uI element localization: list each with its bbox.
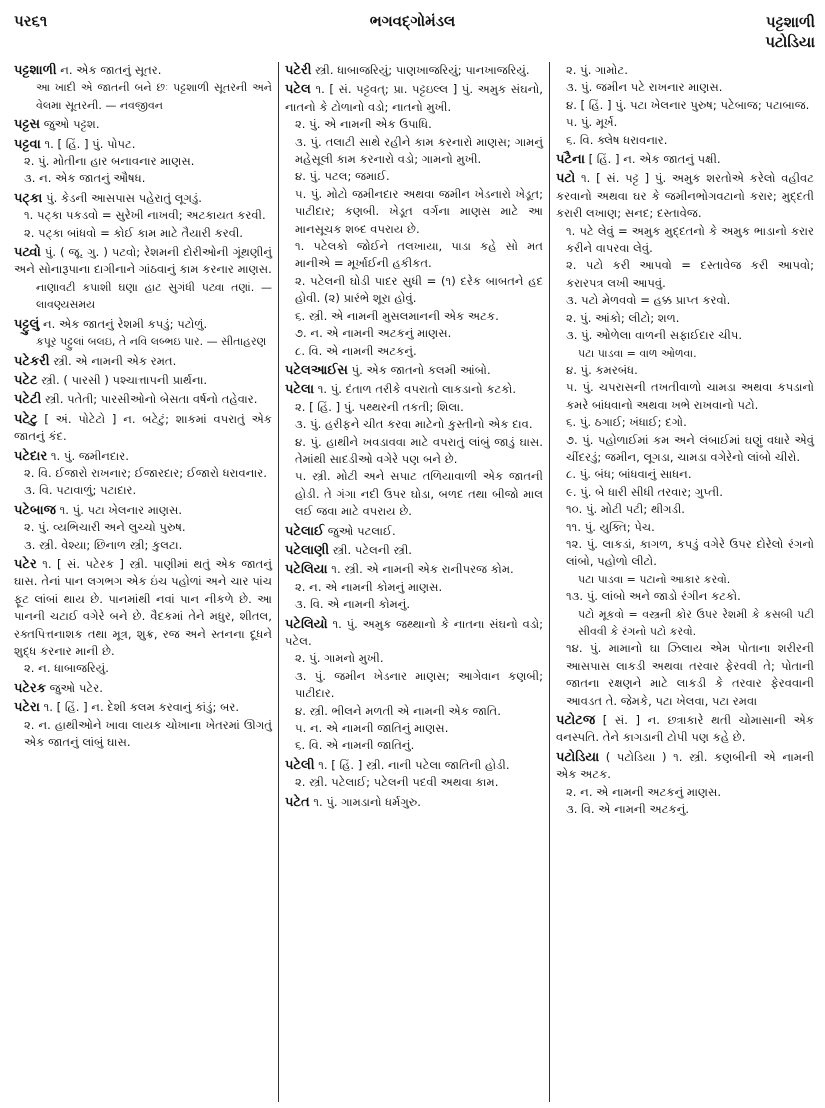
- dictionary-entry: [14, 353, 272, 370]
- sub-definition: ૩. પું. જમીન પટે રાખનાર માણસ.: [566, 80, 723, 95]
- headword: પટેલાણી: [285, 542, 330, 558]
- definition: જુઓ પટ્ટશ.: [43, 117, 100, 132]
- sub-definition: ૧૨. પું. લાકડાં, કાગળ, કપડું વગેરે ઉપર દોરેલો રંગનો લાંબો, પહોળો લીટો.: [566, 536, 814, 569]
- sub-definition: પટા પાડવા = પટાનો આકાર કરવો.: [578, 572, 731, 586]
- definition: [ અં. પોટેટો ] ન. બટેટું; શાકમાં વપરાતું એક જાતનું કંદ.: [14, 411, 272, 444]
- definition: ૧. પું. દંતાળ તરીકે વપરાતો લાકડાનો કટકો.: [317, 382, 517, 397]
- sub-definition: ૨. ન. ધાબાજરિયું.: [24, 661, 109, 676]
- headword: પટેરક: [14, 680, 46, 696]
- sub-definition: કપૂર પટ્ટુલાં બલઇ, તે નવિ લબ્ભઇ પાર. — સીતાહરણ: [36, 335, 267, 349]
- sub-definition: ૨. પું. એ નામની એક ઉપાધિ.: [295, 117, 432, 132]
- sub-definition: ૨. પટો કરી આપવો = દસ્તાવેજ કરી આપવો; કરારપત્ર લખી આપવું.: [566, 258, 814, 290]
- dictionary-entry: [14, 699, 272, 751]
- sub-definition: ૨. [ હિં. ] પું. પથ્થરની તકતી; શિલા.: [295, 399, 464, 414]
- sub-definition: ૨. પટેલની ઘોડી પાદર સુધી = (૧) દરેક બાબતને હદ હોવી. (૨) પ્રારંભે શૂરા હોવું.: [295, 273, 543, 306]
- sub-definition: પટા પાડવા = વાળ ઓળવા.: [578, 346, 697, 360]
- definition: ૧. [ સં. પટ્ટવત્; પ્રા. પટ્ટઇલ્લ ] પું. અમુક સંઘનો, નાતનો કે ટોળાનો વડો; નાતનો મુખી.: [285, 82, 543, 114]
- headword: પટેર: [14, 556, 37, 572]
- headword: પટો: [556, 171, 576, 187]
- dictionary-entry: [285, 523, 543, 540]
- dictionary-entry: [14, 62, 272, 114]
- headword: પટેટી: [14, 392, 42, 408]
- headword: પટેબાજ: [14, 502, 56, 518]
- headword: પટોટજ: [556, 713, 596, 729]
- sub-definition: ૩. વિ. એ નામની કોમનું.: [295, 597, 411, 612]
- sub-definition: નાણાવટી કપાશી ઘણા હાટ સુગંધી પટ્વા તણાં. — લાવણ્યસમય: [36, 280, 272, 312]
- headword: પટ્કા: [14, 190, 43, 206]
- definition: સ્ત્રી. પટેલની સ્ત્રી.: [332, 542, 412, 557]
- dictionary-entry: [14, 556, 272, 678]
- dictionary-entry: [14, 316, 272, 351]
- sub-definition: ૧૪. પું. મામાનો ઘા ઝિલાય એમ પોતાના શરીરની આસપાસ લાકડી અથવા તરવાર ફેરવવી તે; પોતાની જાતના રક્ષણને માટે લાકડી કે તરવાર ફેરવવાની આવડત તે. જેમકે, પટા ખેલવા, પટા રમવા: [566, 641, 814, 708]
- sub-definition: ૩. વિ. એ નામની અટકનું.: [566, 802, 690, 817]
- dictionary-entry: [556, 62, 814, 149]
- definition: પું. એક જાતનો કલમી આંબો.: [351, 362, 491, 377]
- sub-definition: ૩. પું. તલાટી સાથે રહીને કામ કરનારો માણસ; ગામનું મહેસૂલી કામ કરનારો વડો; ગામનો મુખી.: [295, 134, 543, 167]
- sub-definition: ૩. પું. જમીન ખેડનાર માણસ; આગેવાન કણબી; પાટીદાર.: [295, 668, 543, 701]
- dictionary-entry: [285, 81, 543, 360]
- headword: પટ્ટસ: [14, 117, 41, 133]
- definition: ૧. [ હિં. ] સ્ત્રી. નાની પટેલા જાતિની હોડી.: [318, 757, 510, 772]
- page-number: પર૬૧: [14, 12, 48, 30]
- sub-definition: ૨. ન. એ નામની કોમનું માણસ.: [295, 579, 443, 594]
- sub-definition: પટો મૂકવો = વસ્ત્રની કોર ઉપર રેશમી કે કસબી પટી સીવવી કે રંગનો પટો કરવો.: [578, 607, 814, 638]
- dictionary-entry: [14, 244, 272, 314]
- headword: પટેલ: [285, 82, 311, 98]
- headword: પટેરા: [14, 700, 40, 716]
- sub-definition: ૪. પું. કમરબંધ.: [566, 362, 638, 377]
- sub-definition: ૫. ન. એ નામની જાતિનું માણસ.: [295, 721, 449, 736]
- sub-definition: ૫. સ્ત્રી. મોટી અને સપાટ તળિયાવાળી એક જાતની હોડી. તે ગંગા નદી ઉપર ઘોડા, બળદ તથા બીજો માલ લઈ જવા માટે વપરાય છે.: [295, 469, 543, 519]
- sub-definition: ૪. સ્ત્રી. ભીલને મળતી એ નામની એક જાતિ.: [295, 703, 501, 718]
- dictionary-entry: [14, 391, 272, 408]
- sub-definition: ૫. પું. મૂર્ખ.: [566, 115, 618, 130]
- definition: ૧. [ હિં. ] પું. પોપટ.: [44, 136, 136, 151]
- sub-definition: ૨. પું. મોતીના હાર બનાવનાર માણસ.: [24, 154, 195, 169]
- dictionary-entry: [285, 757, 543, 792]
- sub-definition: ૬. વિ. એ નામની જાતિનું.: [295, 738, 415, 753]
- sub-definition: ૪. પું. હાથીને ખવડાવવા માટે વપરાતું લાંબું જાડું ઘાસ. તેમાંથી સાદડીઓ વગેરે પણ બને છે.: [295, 434, 543, 466]
- sub-definition: ૧. પટે લેવું = અમુક મુદ્દતનો કે અમુક ભાડાનો કરાર કરીને વાપરવા લેવું.: [566, 223, 814, 256]
- definition: સ્ત્રી. ધાબાજરિયું; પાણખાજરિયું; પાનખાજરિયું.: [315, 63, 530, 77]
- headword: પટેલાઈ: [285, 523, 325, 539]
- dictionary-entry: [14, 502, 272, 554]
- headword: પટેરી: [285, 63, 312, 78]
- sub-definition: ૨. ન. એ નામની અટકનું માણસ.: [566, 784, 722, 799]
- dictionary-entry: [556, 170, 814, 710]
- dictionary-entry: [285, 794, 543, 811]
- dictionary-entry: [285, 381, 543, 520]
- sub-definition: આ ખાદી એ જાતની બને છઃ પટ્ટશાળી સૂતરની અને વેલમા સૂતરની. — નવજીવન: [36, 81, 272, 112]
- definition: ૧. પું. ગામડાનો ધર્મગુરુ.: [313, 794, 421, 809]
- dictionary-entry: [14, 448, 272, 500]
- sub-definition: ૩. વિ. પટાવાળું; પટાદાર.: [24, 483, 137, 498]
- sub-definition: ૨. પટ્કા બાંધવો = કોઈ કામ માટે તૈયારી કરવી.: [24, 225, 243, 240]
- definition: ૧. [ સં. પટ્ટ ] પું. અમુક શરતોએ કરેલો વહીવટ કરવાનો અથવા ઘર કે જમીનભોગવટાનો કરાર; મુદ્દતી કરારી લખાણ; સનદ; દસ્તાવેજ.: [556, 171, 815, 221]
- dictionary-columns: [8, 62, 820, 1102]
- guide-words: [765, 12, 815, 52]
- dictionary-entry: [556, 151, 814, 168]
- headword: પટોડિયા: [556, 749, 600, 765]
- sub-definition: ૨. પું. ગામોટ.: [566, 63, 628, 77]
- definition: જુઓ પટલાઈ.: [327, 523, 396, 538]
- sub-definition: ૧૦. પું. મોટી પટી; થીગડી.: [566, 502, 685, 517]
- sub-definition: ૩. પું. ઓળેલા વાળની સફાઈદાર ચીપ.: [566, 328, 743, 343]
- sub-definition: ૮. વિ. એ નામની અટકનું.: [295, 343, 417, 358]
- sub-definition: ૩. પું. હરીફને ચીત કરવા માટેનો કુસ્તીનો એક દાવ.: [295, 417, 533, 432]
- dictionary-entry: [14, 372, 272, 389]
- definition: [ સં. ] ન. છત્રાકારે થતી ચોમાસાની એક વનસ્પતિ. તેને કાગડાની ટોપી પણ કહે છે.: [556, 713, 815, 745]
- sub-definition: ૧૩. પું. લાંબો અને જાડો રંગીન કટકો.: [566, 589, 741, 604]
- definition: સ્ત્રી. ( પારસી ) પશ્ચાત્તાપની પ્રાર્થના.: [41, 372, 208, 387]
- headword: પટેલી: [285, 757, 315, 773]
- sub-definition: ૩. સ્ત્રી. વેશ્યા; છિનાળ સ્ત્રી; કુલટા.: [24, 537, 183, 552]
- dictionary-entry: [14, 136, 272, 188]
- dictionary-entry: [14, 190, 272, 242]
- definition: ( પટોડિયા ) ૧. સ્ત્રી. કણબીની એ નામની એક અટક.: [556, 749, 814, 782]
- sub-definition: ૫. પું. મોટો જમીનદાર અથવા જમીન ખેડનારો ખેડૂત; પાટીદાર; કણબી. ખેડૂત વર્ગના માણસ માટે આ માનસૂચક શબ્દ વપરાય છે.: [295, 186, 543, 236]
- headword: પટ્ટુલું: [14, 316, 40, 332]
- definition: [ હિં. ] ન. એક જાતનું પક્ષી.: [588, 152, 721, 167]
- guide-word-first: પટ્ટશાળી: [765, 13, 815, 31]
- headword: પટેલા: [285, 382, 315, 398]
- sub-definition: ૫. પું. ચપરાસની તખતીવાળો ચામડા અથવા કપડાનો કમરે બાંધવાનો અથવા ખભે રાખવાનો પટો.: [566, 380, 814, 412]
- headword: પટેલિયા: [285, 562, 328, 578]
- dictionary-entry: [285, 362, 543, 379]
- definition: ૧. પું. પટા ખેલનાર માણસ.: [59, 502, 183, 517]
- headword: પટેટ: [14, 372, 38, 388]
- dictionary-entry: [556, 749, 814, 819]
- sub-definition: ૨. પું. વ્યભિચારી અને લુચ્ચો પુરુષ.: [24, 520, 186, 535]
- sub-definition: ૨. પું. આંકો; લીટો; શળ.: [566, 310, 680, 325]
- definition: ૧. પું. અમુક જથ્થાનો કે નાતના સંઘનો વડો; પટેલ.: [285, 616, 543, 648]
- book-title: ભગવદ્ગોમંડલ: [369, 12, 456, 30]
- definition: ૧. પું. જમીનદાર.: [50, 448, 129, 463]
- dictionary-entry: [285, 616, 543, 755]
- sub-definition: ૨. વિ. ઈજારો રાખનાર; ઈજારદાર; ઈજારો ધરાવનાર.: [24, 465, 267, 480]
- sub-definition: ૧. પટેલકો જોઈને તલખાયા, પાડા કહે સો મત માનીએ = મૂર્ખાઈની હકીકત.: [295, 239, 543, 271]
- guide-word-last: પટોડિયા: [765, 33, 815, 51]
- sub-definition: ૯. પું. બે ધારી સીધી તરવાર; ગુપ્તી.: [566, 484, 723, 499]
- sub-definition: ૧. પટ્કા પકડવો = સુરેખી નાખવી; અટકાયત કરવી.: [24, 208, 266, 223]
- sub-definition: ૨. ન. હાથીઓને ખાવા લાયક ચોખાના ખેતરમાં ઊગતું એક જાતનું લાંબું ઘાસ.: [24, 717, 272, 750]
- headword: પટ્ટશાળી: [14, 63, 57, 78]
- definition: ન. એક જાતનું સૂતર.: [60, 63, 162, 77]
- headword: પટેદાર: [14, 448, 48, 464]
- dictionary-entry: [14, 680, 272, 697]
- definition: ૧. [ સં. પટેરક ] સ્ત્રી. પાણીમાં થતું એક જાતનું ઘાસ. તેનાં પાન લગભગ એક ઇંચ પહોળાં અને ચાર પાંચ ફૂટ લાંબાં થાય છે. પાનમાંથી નવાં પાન નીકળે છે. આ પાનની ચટાઈ વગેરે બને છે. વૈદકમાં તેને મધુર, શીતલ, રક્તપિત્તનાશક તથા મૂત્ર, શુક્ર, રજ અને સ્તનના દૂધને શુદ્ધ કરનાર માની છે.: [14, 556, 273, 658]
- definition: ૧. સ્ત્રી. એ નામની એક રાનીપરજ કોમ.: [331, 562, 514, 577]
- headword: પટેલઆઈસ: [285, 362, 348, 378]
- headword: પટેકરી: [14, 353, 50, 369]
- headword: પટેલિયો: [285, 616, 328, 632]
- sub-definition: ૪. [ હિં. ] પું. પટા ખેલનાર પુરુષ; પટેબાજ; પટાબાજ.: [566, 97, 810, 112]
- dictionary-entry: [556, 712, 814, 747]
- sub-definition: ૭. પું. પહોળાઈમાં કમ અને લંબાઈમાં ઘણું વધારે એવું ચીંદરડું; જમીન, લૂગડા, ચામડા વગેરેનો લાંબો ચીરો.: [566, 432, 814, 464]
- page-header: [0, 8, 825, 56]
- definition: ૧. [ હિં. ] ન. દેશી કલમ કરવાનું કાંડું; બર.: [43, 700, 240, 715]
- column-2: [278, 62, 549, 1102]
- headword: પટૈના: [556, 152, 585, 168]
- dictionary-entry: [14, 411, 272, 446]
- sub-definition: ૭. ન. એ નામની અટકનું માણસ.: [295, 326, 452, 341]
- headword: પટ્વો: [14, 245, 41, 261]
- sub-definition: ૬. વિ. ક્લેષ ધરાવનાર.: [566, 132, 668, 147]
- sub-definition: ૬. સ્ત્રી. એ નામની મુસલમાનની એક અટક.: [295, 308, 499, 323]
- headword: પટેત: [285, 794, 310, 810]
- sub-definition: ૩. પટો મેળવવો = હક્ક પ્રાપ્ત કરવો.: [566, 293, 731, 308]
- definition: પું. ( જૂ. ગુ. ) પટવો; રેશમની દોરીઓની ગૂંથણીનું અને સોનારૂપાના દાગીનાને ગાંઠવાનું કામ કરનાર માણસ.: [14, 245, 272, 277]
- sub-definition: ૧૧. પું. યુક્તિ; પેચ.: [566, 519, 655, 534]
- headword: પટ્ટવા: [14, 136, 41, 152]
- definition: સ્ત્રી. એ નામની એક રમત.: [53, 353, 177, 368]
- dictionary-entry: [285, 62, 543, 79]
- sub-definition: ૮. પું. બંધ; બાંધવાનું સાધન.: [566, 467, 692, 482]
- definition: સ્ત્રી. પતેતી; પારસીઓનો બેસતા વર્ષનો તહેવાર.: [44, 392, 258, 407]
- column-3: [549, 62, 820, 1102]
- sub-definition: ૬. પું. ઠગાઈ; ખંધાઈ; દગો.: [566, 415, 687, 430]
- sub-definition: ૨. સ્ત્રી. પટેલાઈ; પટેલની પદવી અથવા કામ.: [295, 775, 499, 790]
- definition: જુઓ પટેર.: [49, 680, 103, 695]
- definition: ન. એક જાતનું રેશમી કપડું; પટોળું.: [43, 316, 208, 331]
- column-1: [8, 62, 278, 1102]
- dictionary-entry: [285, 542, 543, 559]
- sub-definition: ૩. ન. એક જાતનું ઔષધ.: [24, 171, 146, 186]
- sub-definition: ૪. પું. પટલ; જમાઈ.: [295, 169, 390, 184]
- dictionary-entry: [14, 116, 272, 133]
- dictionary-entry: [285, 561, 543, 613]
- definition: પું. કેડની આસપાસ પહેરાતું લૂગડું.: [46, 190, 202, 205]
- headword: પટેટુ: [14, 411, 38, 427]
- sub-definition: ૨. પું. ગામનો મુખી.: [295, 651, 384, 666]
